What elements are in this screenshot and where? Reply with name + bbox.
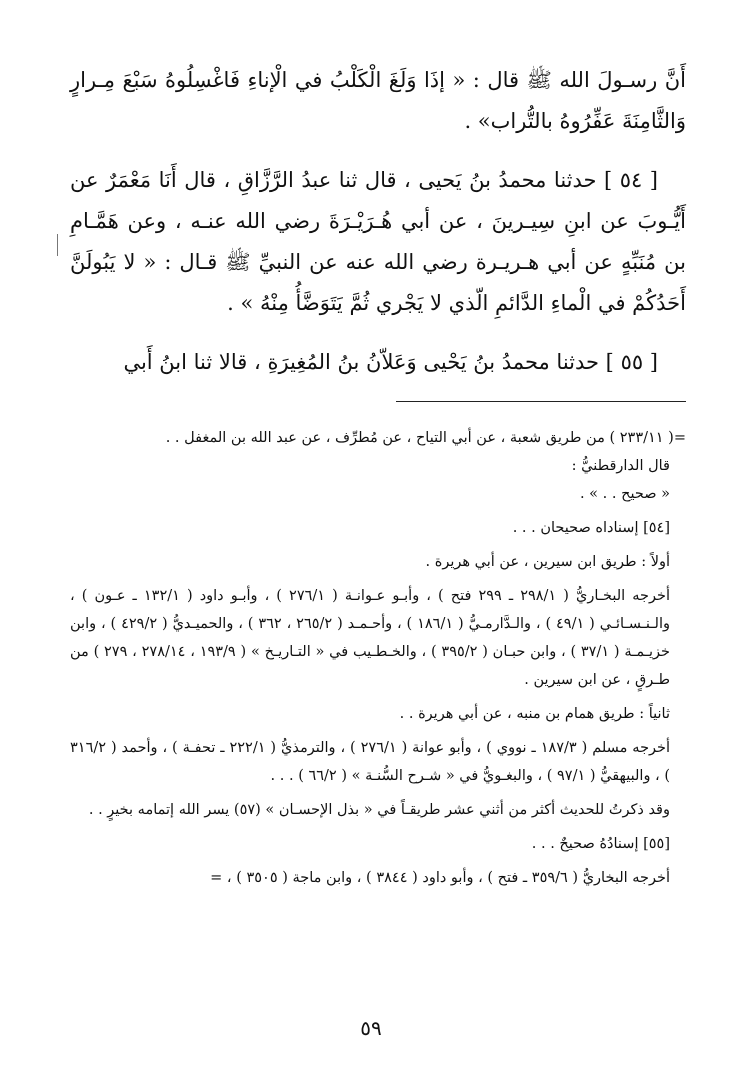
footnote-line: أخرجه مسلم ( ١٨٧/٣ ـ نووي ) ، وأبو عوانة ( ٢٧٦/١ ) ، والترمذيُّ ( ٢٢٢/١ ـ تحفـة ) ، وأحمد ( ٣١٦/٢ ) ، والبيهقيُّ ( ٩٧/١ ) ، والبغـويُّ في « شـرح السُّنـة » ( ٦٦/٢ ) . . . <box>70 740 671 784</box>
main-text <box>70 60 686 383</box>
footnote-line: [٥٥] إسنادُهُ صحيحٌ . . . <box>531 836 670 852</box>
footnote-line: =( ٢٣٣/١١ ) من طريق شعبة ، عن أبي التياح ، عن مُطرِّف ، عن عبد الله بن المغفل . . <box>165 430 686 446</box>
footnote-line: وقد ذكرتُ للحديث أكثر من أثني عشر طريقـاً في « بذل الإحسـان » (٥٧) يسر الله إتمامه بخيرٍ . . <box>88 802 670 818</box>
footnotes <box>70 424 686 892</box>
page-number: ٥٩ <box>360 1016 382 1040</box>
footnote-separator <box>396 401 686 402</box>
footnote-line: أخرجه البخاريُّ ( ٣٥٩/٦ ـ فتح ) ، وأبو داود ( ٣٨٤٤ ) ، وابن ماجة ( ٣٥٠٥ ) ، = <box>210 870 670 886</box>
main-paragraph-hadith-55: [ ٥٥ ] حدثنا محمدُ بنُ يَحْيى وَعَلاّنُ بنُ المُغِيرَةِ ، قالا ثنا ابنُ أَبي <box>123 350 658 374</box>
footnote-line: ثانياً : طريق همام بن منبه ، عن أبي هريرة . . <box>399 706 670 722</box>
main-paragraph-1: أَنَّ رسـولَ الله ﷺ قال : « إذَا وَلَغَ الْكَلْبُ في الْإناءِ فَاغْسِلُوهُ سَبْعَ مِـرارٍ وَالثَّامِنَةَ عَفِّرُوهُ بالتُّراب» . <box>70 68 686 133</box>
margin-mark <box>57 234 58 256</box>
footnote-line: أخرجه البخـاريُّ ( ٢٩٨/١ ـ ٢٩٩ فتح ) ، وأبـو عـوانـة ( ٢٧٦/١ ) ، وأبـو داود ( ١٣٢/١ ـ عـون ) ، والـنـسـائـي ( ٤٩/١ ) ، والـدَّارمـيُّ ( ١٨٦/١ ) ، وأحـمـد ( ٢٦٥/٢ ، ٣٦٢ ) ، والحميـديُّ ( ٤٢٩/٢ ) ، وابن خزيـمـة ( ٣٧/١ ) ، وابن حبـان ( ٣٩٥/٢ ) ، والخـطـيب في « التـاريـخ » ( ١٩٣/٩ ، ٢٧٨/١٤ ، ٢٧٩ ) من طـرقٍ ، عن ابن سيرين . <box>70 588 670 688</box>
footnote-line: أولاً : طريق ابن سيرين ، عن أبي هريرة . <box>425 554 670 570</box>
footnote-line: قال الدارقطنيُّ : <box>571 458 670 474</box>
main-paragraph-hadith-54: [ ٥٤ ] حدثنا محمدُ بنُ يَحيى ، قال ثنا عبدُ الرَّزَّاقِ ، قال أَنَا مَعْمَرٌ عن أَيُّـوبَ عن ابنِ سِيـرينَ ، عن أبي هُـرَيْـرَةَ رضي الله عنـه ، وعن هَمَّـامِ بن مُنَبِّهٍ عن أبي هـريـرة رضي الله عنه عن النبيِّ ﷺ قـال : « لا يَبُولَنَّ أَحَدُكُمْ في الْماءِ الدَّائمِ الّذي لا يَجْري ثُمَّ يَتَوَضَّأُ مِنْهُ » . <box>70 168 686 315</box>
page-body <box>70 60 686 892</box>
footnote-line: « صحيح . . » . <box>579 486 670 502</box>
footnote-line: [٥٤] إسناداه صحيحان . . . <box>512 520 670 536</box>
